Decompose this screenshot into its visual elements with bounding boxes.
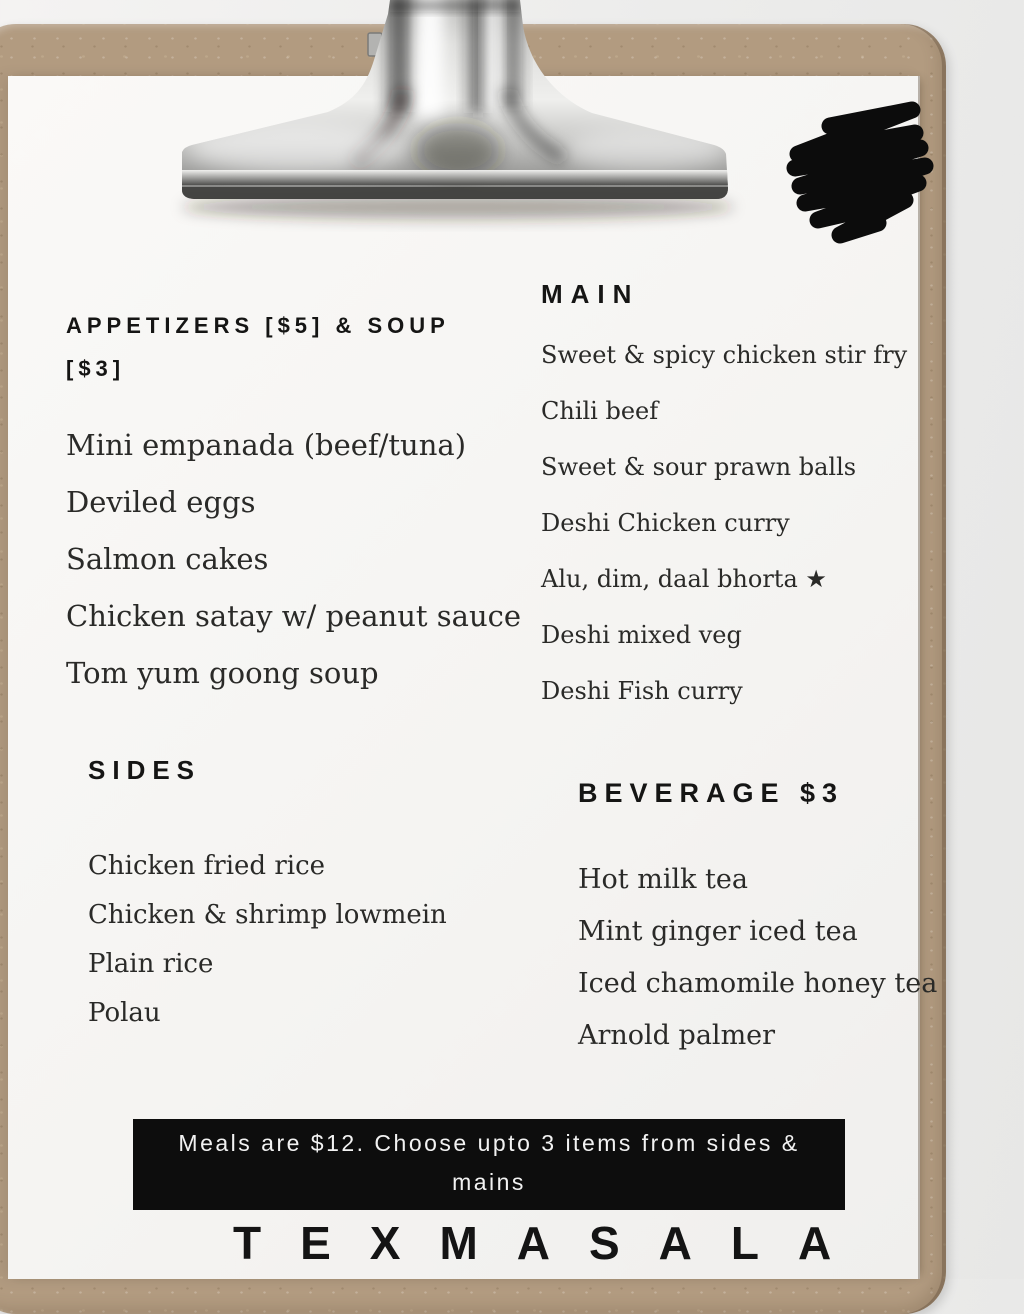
section-title-sides: SIDES — [88, 755, 202, 785]
menu-item: Mini empanada (beef/tuna) — [66, 428, 467, 462]
menu-item: Chicken satay w/ peanut sauce — [66, 599, 522, 633]
beverage-list — [578, 854, 937, 1062]
menu-item: Deviled eggs — [66, 485, 256, 519]
menu-item: Salmon cakes — [66, 542, 269, 576]
main-list — [541, 327, 907, 719]
restaurant-brand-name: TEXMASALA — [233, 1217, 871, 1269]
menu-item: Polau — [88, 998, 161, 1028]
black-marker-scribble-icon — [778, 86, 956, 254]
section-title-beverage: BEVERAGE $3 — [578, 778, 845, 808]
menu-item: Sweet & sour prawn balls — [541, 453, 857, 481]
menu-item: Deshi Chicken curry — [541, 509, 790, 537]
menu-item: Deshi Fish curry — [541, 677, 743, 705]
menu-item: Iced chamomile honey tea — [578, 968, 938, 999]
section-title-main: MAIN — [541, 279, 640, 309]
menu-item: Arnold palmer — [578, 1020, 776, 1051]
menu-item: Sweet & spicy chicken stir fry — [541, 341, 908, 369]
menu-item: Plain rice — [88, 949, 214, 979]
section-title-appetizers: APPETIZERS [$5] & SOUP [$3] — [66, 313, 450, 381]
menu-item-with-star: Alu, dim, daal bhorta ★ — [541, 565, 827, 593]
menu-item: Hot milk tea — [578, 864, 748, 895]
menu-item: Chicken fried rice — [88, 851, 326, 881]
menu-item: Chili beef — [541, 397, 659, 425]
menu-item: Deshi mixed veg — [541, 621, 742, 649]
sides-list — [88, 842, 447, 1038]
menu-item: Chicken & shrimp lowmein — [88, 900, 447, 930]
meal-deal-banner: Meals are $12. Choose upto 3 items from sides & mains — [133, 1119, 845, 1210]
clipboard-clip-icon — [168, 0, 752, 232]
menu-item: Mint ginger iced tea — [578, 916, 858, 947]
menu-item: Tom yum goong soup — [66, 656, 379, 690]
appetizers-list — [66, 417, 521, 702]
